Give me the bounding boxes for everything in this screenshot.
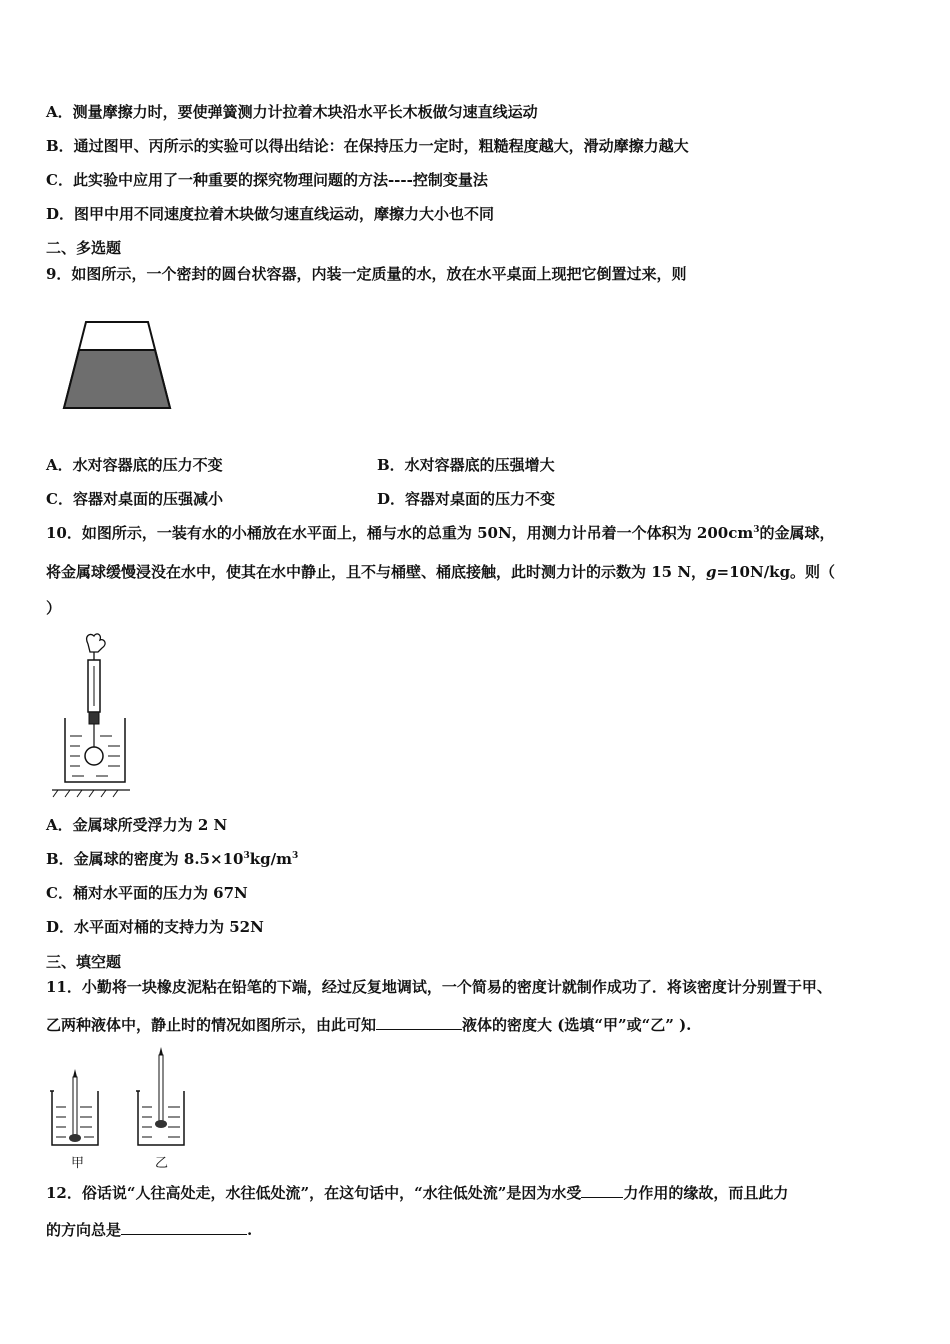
q10-spring-scale-bucket-figure [50,630,132,802]
q8-option-a: A．测量摩擦力时，要使弹簧测力计拉着木块沿水平长木板做匀速直线运动 [46,103,538,121]
q9-option-b: B．水对容器底的压强增大 [377,456,555,474]
q8-option-b: B．通过图甲、丙所示的实验可以得出结论：在保持压力一定时，粗糙程度越大，滑动摩擦力越大 [46,137,689,155]
figure-label-yi: 乙 [155,1156,169,1171]
q9-frustum-container-figure [60,318,176,414]
q12-stem-line1: 12．俗话说“人往高处走，水往低处流”，在这句话中，“水往低处流”是因为水受 力作用的缘故，而且此力 [46,1184,789,1202]
q10-stem-line3: ） [46,599,62,617]
q12-answer-blank-1[interactable] [581,1183,623,1198]
q10-option-c: C．桶对水平面的压力为 67N [46,884,248,902]
q11-answer-blank[interactable] [376,1015,462,1030]
section-multiple-choice-heading: 二、多选题 [46,239,122,257]
q8-option-c: C．此实验中应用了一种重要的探究物理问题的方法----控制变量法 [46,171,488,189]
clay-jia [69,1134,81,1142]
q11-stem-line2: 乙两种液体中，静止时的情况如图所示，由此可知 液体的密度大 (选填“甲”或“乙” ). [46,1016,692,1034]
q9-option-c: C．容器对桌面的压强减小 [46,490,223,508]
q11-stem-line1: 11．小勤将一块橡皮泥粘在铅笔的下端，经过反复地调试，一个简易的密度计就制作成功了．将该密度计分别置于甲、 [46,978,832,996]
q12-stem-line2: 的方向总是 . [46,1221,253,1239]
section-fill-in-heading: 三、填空题 [46,953,122,971]
q9-option-d: D．容器对桌面的压力不变 [377,490,556,508]
clay-yi [155,1120,167,1128]
q9-option-a: A．水对容器底的压力不变 [46,456,223,474]
q10-option-d: D．水平面对桶的支持力为 52N [46,918,264,936]
metal-ball [85,747,103,765]
q10-option-b: B．金属球的密度为 $8.5\times 10^3kg/m^3$ [46,850,299,868]
q10-stem-line2: 将金属球缓慢浸没在水中，使其在水中静止，且不与桶壁、桶底接触，此时测力计的示数为 15 N，g=10N/kg。则（ [46,563,836,581]
water-fill [64,350,170,408]
q8-option-d: D．图甲中用不同速度拉着木块做匀速直线运动，摩擦力大小也不同 [46,205,495,223]
figure-label-jia: 甲 [71,1156,85,1171]
q10-option-a: A．金属球所受浮力为 2 N [46,816,228,834]
q12-answer-blank-2[interactable] [121,1220,247,1235]
q9-stem: 9．如图所示，一个密封的圆台状容器，内装一定质量的水，放在水平桌面上现把它倒置过来，则 [46,265,687,283]
q11-density-meter-figure [44,1045,204,1155]
q10-stem-line1: 10．如图所示，一装有水的小桶放在水平面上，桶与水的总重为 50N，用测力计吊着一个体积为 $200cm^3$的金属球， [46,524,835,542]
